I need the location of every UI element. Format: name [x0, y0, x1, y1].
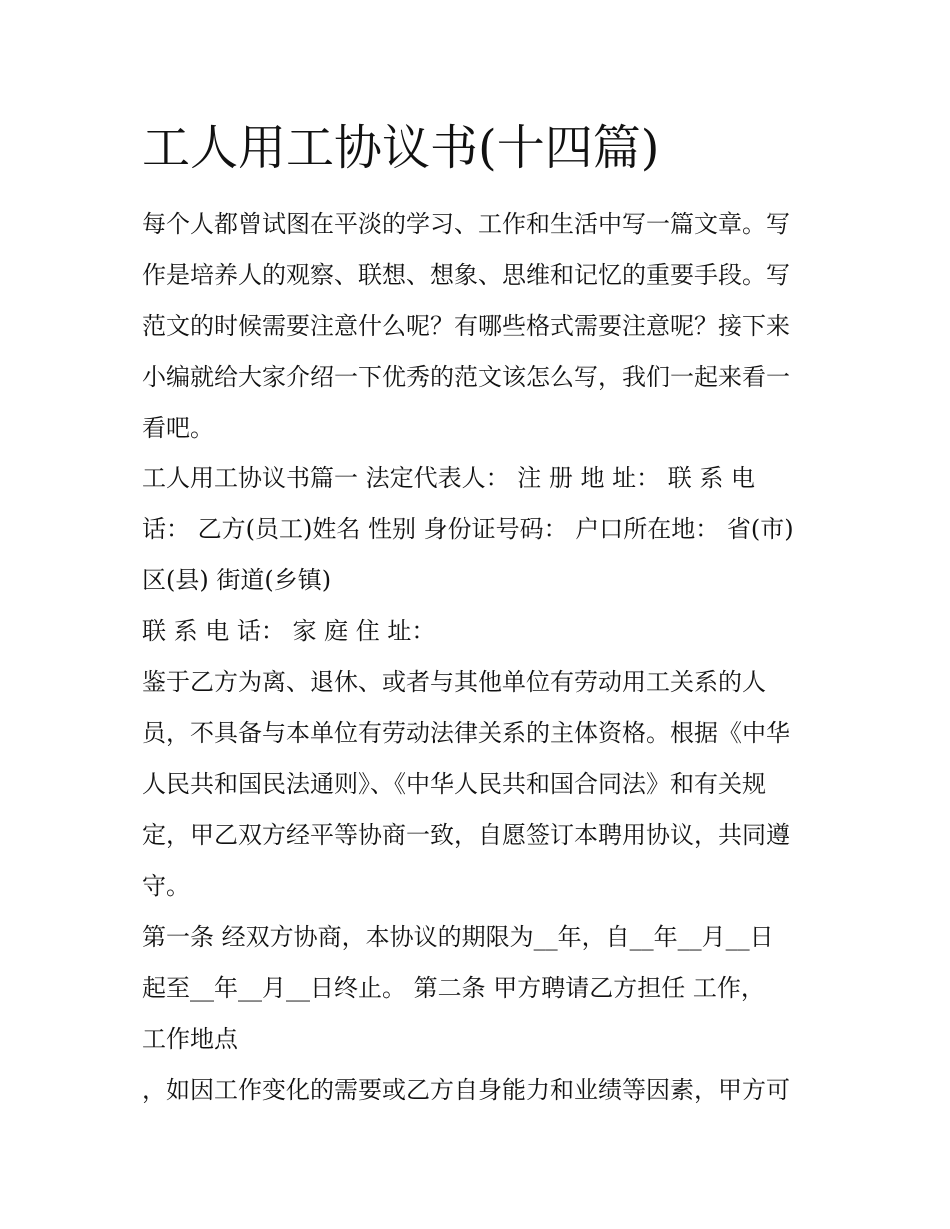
- section1-paragraph: [142, 453, 814, 606]
- clause-line: 员，不具备与本单位有劳动法律关系的主体资格。根据《中华: [142, 719, 790, 747]
- clause-intro-paragraph: [142, 657, 814, 912]
- continuation-line: ，如因工作变化的需要或乙方自身能力和业绩等因素，甲方可: [142, 1076, 790, 1104]
- contact-line: 联 系 电 话： 家 庭 住 址：: [142, 617, 436, 645]
- intro-paragraph: [142, 199, 814, 454]
- document-title: 工人用工协议书(十四篇): [142, 120, 660, 176]
- intro-line: 范文的时候需要注意什么呢？有哪些格式需要注意呢？接下来: [142, 312, 790, 340]
- article-line: 起至__年__月__日终止。 第二条 甲方聘请乙方担任 工作，: [142, 974, 765, 1002]
- clause-line: 鉴于乙方为离、退休、或者与其他单位有劳动用工关系的人: [142, 668, 766, 696]
- section1-line: 工人用工协议书篇一 法定代表人： 注 册 地 址： 联 系 电: [142, 464, 756, 492]
- section1-line: 话： 乙方(员工)姓名 性别 身份证号码： 户口所在地： 省(市): [142, 515, 794, 543]
- article-line: 第一条 经双方协商，本协议的期限为__年，自__年__月__日: [142, 923, 774, 951]
- intro-line: 看吧。: [142, 414, 214, 442]
- article-line: 工作地点: [142, 1025, 238, 1053]
- intro-line: 小编就给大家介绍一下优秀的范文该怎么写，我们一起来看一: [142, 363, 790, 391]
- article-paragraph: [142, 912, 814, 1065]
- clause-line: 守。: [142, 872, 190, 900]
- intro-line: 每个人都曾试图在平淡的学习、工作和生活中写一篇文章。写: [142, 210, 790, 238]
- clause-line: 人民共和国民法通则》、《中华人民共和国合同法》和有关规: [142, 770, 766, 798]
- section1-line: 区(县) 街道(乡镇): [142, 566, 332, 594]
- contact-paragraph: [142, 606, 814, 657]
- intro-line: 作是培养人的观察、联想、想象、思维和记忆的重要手段。写: [142, 261, 790, 289]
- clause-line: 定，甲乙双方经平等协商一致，自愿签订本聘用协议，共同遵: [142, 821, 790, 849]
